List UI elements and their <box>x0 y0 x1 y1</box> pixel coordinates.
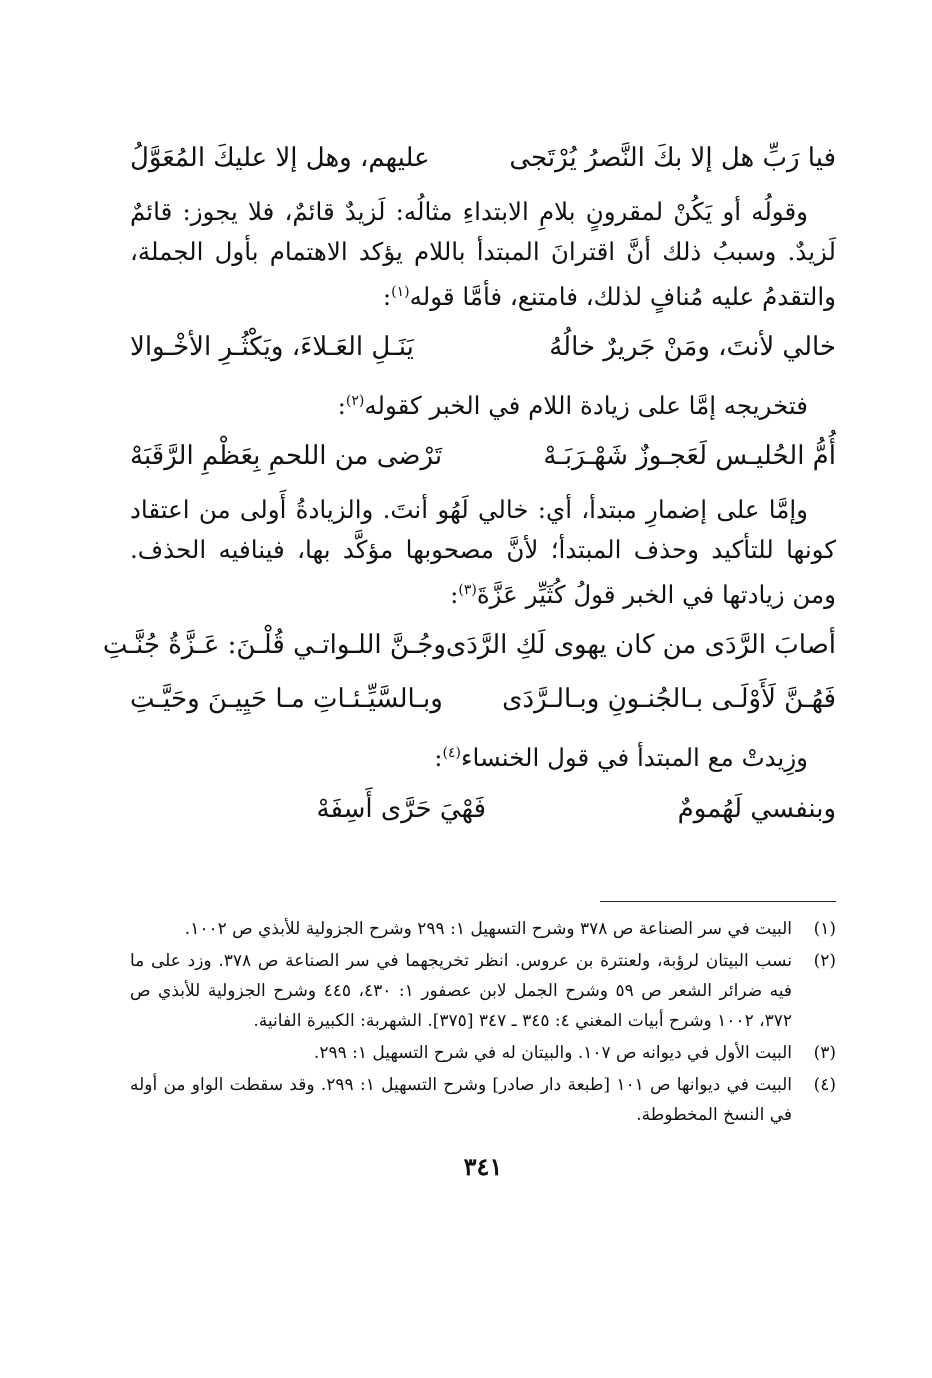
verse-2-first-hemistich: خالي لأنتَ، ومَنْ جَريرٌ خالُهُ <box>549 332 836 363</box>
footnote-text: نسب البيتان لرؤبة، ولعنترة بن عروس. انظر تخريجهما في سر الصناعة ص ٣٧٨. وزد على ما فيه ضرائر الشعر ص ٥٩ وشرح الجمل لابن عصفور ١: ٤٣٠، ٤٤٥ وشرح الجزولية للأبذي ص ٣٧٢، ١٠٠٢ وشرح أبيات المغني ٤: ٣٤٥ ـ ٣٤٧ [٣٧٥]. الشهربة: الكبيرة الفانية. <box>130 950 793 1031</box>
paragraph-2-end: : <box>337 391 346 421</box>
footnote-item <box>130 1070 836 1130</box>
footnote-item <box>130 1038 836 1068</box>
verse-6-second-hemistich: فَهْيَ حَرَّى أَسِفَهْ <box>316 793 486 824</box>
paragraph-3-end: : <box>450 580 459 610</box>
footnote-text: البيت في ديوانها ص ١٠١ [طبعة دار صادر] وشرح التسهيل ١: ٢٩٩. وقد سقطت الواو من أوله في النسخ المخطوطة. <box>130 1074 792 1125</box>
footnote-item <box>130 946 836 1036</box>
footnote-number: (٣) <box>813 1042 836 1063</box>
paragraph-3-text: وإمَّا على إضمارِ مبتدأ، أي: خالي لَهُو أنتَ. والزيادةُ أَولى من اعتقاد كونها للتأكيد وحذف المبتدأ؛ لأنَّ مصحوبها مؤكَّد بها، فينافيه الحذف. ومن زيادتها في الخبر قولُ كُثَيِّر عَزَّةَ <box>130 495 836 610</box>
verse-5 <box>130 679 836 719</box>
paragraph-3 <box>130 490 836 615</box>
verse-1-second-hemistich: عليهم، وهل إلا عليكَ المُعَوَّلُ <box>130 143 430 173</box>
footnote-number: (١) <box>813 918 836 939</box>
footnote-text: البيت الأول في ديوانه ص ١٠٧. والبيتان له في شرح التسهيل ١: ٢٩٩. <box>313 1042 792 1063</box>
verse-6 <box>130 789 836 829</box>
verse-5-first-hemistich: فَهُـنَّ لَأَوْلَـى بـالجُنـونِ وبـالـرَّدَى <box>502 684 836 715</box>
verse-3-first-hemistich: أُمُّ الحُليـس لَعَجـوزٌ شَهْـرَبَـهْ <box>543 441 836 472</box>
verse-2 <box>130 327 836 367</box>
paragraph-4-text: وزِيدتْ مع المبتدأ في قول الخنساء <box>460 743 808 773</box>
verse-2-second-hemistich: يَنَـلِ العَـلاءَ، ويَكْثُـرِ الأخْـوالا <box>130 332 414 363</box>
verse-4-first-hemistich: أصابَ الرَّدَى من كان يهوى لَكِ الرَّدَى <box>445 630 836 661</box>
footnote-ref-4: (٤) <box>442 745 461 762</box>
verse-6-first-hemistich: وبنفسي لَهُمومٌ <box>677 793 836 824</box>
paragraph-4 <box>130 733 836 778</box>
paragraph-2 <box>130 381 836 426</box>
verse-1-first-hemistich: فيا رَبِّ هل إلا بكَ النَّصرُ يُرْتَجى <box>509 143 836 173</box>
verse-3-second-hemistich: تَرْضى من اللحمِ بِعَظْمِ الرَّقَبَهْ <box>130 441 443 472</box>
paragraph-1 <box>130 192 836 317</box>
footnote-ref-2: (٢) <box>345 393 365 410</box>
verse-3 <box>130 436 836 476</box>
footnote-number: (٤) <box>813 1074 836 1095</box>
verse-1 <box>130 138 836 178</box>
verse-4-second-hemistich: وجُـنَّ اللـواتـي قُلْـنَ: عَـزَّةُ جُنَّـتِ <box>102 630 446 661</box>
verse-4 <box>102 625 836 665</box>
footnote-text: البيت في سر الصناعة ص ٣٧٨ وشرح التسهيل ١: ٢٩٩ وشرح الجزولية للأبذي ص ١٠٠٢. <box>184 918 792 939</box>
page-number: ٣٤١ <box>463 1151 503 1181</box>
paragraph-1-end: : <box>382 282 392 312</box>
footnotes <box>130 914 836 1130</box>
footnote-number: (٢) <box>813 950 836 971</box>
paragraph-4-end: : <box>434 743 443 773</box>
paragraph-1-text: وقولُه أو يَكُنْ لمقرونٍ بلامِ الابتداءِ مثالُه: لَزيدٌ قائمٌ، فلا يجوز: قائمٌ لَزيدٌ. وسببُ ذلك أنَّ اقترانَ المبتدأ باللام يؤكد الاهتمام بأول الجملة، والتقدمُ عليه مُنافٍ لذلك، فامتنع، فأمَّا قوله <box>130 197 836 312</box>
paragraph-2-text: فتخريجه إمَّا على زيادة اللام في الخبر كقوله <box>364 391 808 421</box>
footnote-ref-3: (٣) <box>458 582 477 599</box>
footnote-separator <box>600 901 836 902</box>
footnote-ref-1: (١) <box>391 284 410 300</box>
footnote-item <box>130 914 836 944</box>
verse-5-second-hemistich: وبـالسَّيِّـئـاتِ مـا حَيِيـنَ وحَيَّـتِ <box>130 684 443 715</box>
